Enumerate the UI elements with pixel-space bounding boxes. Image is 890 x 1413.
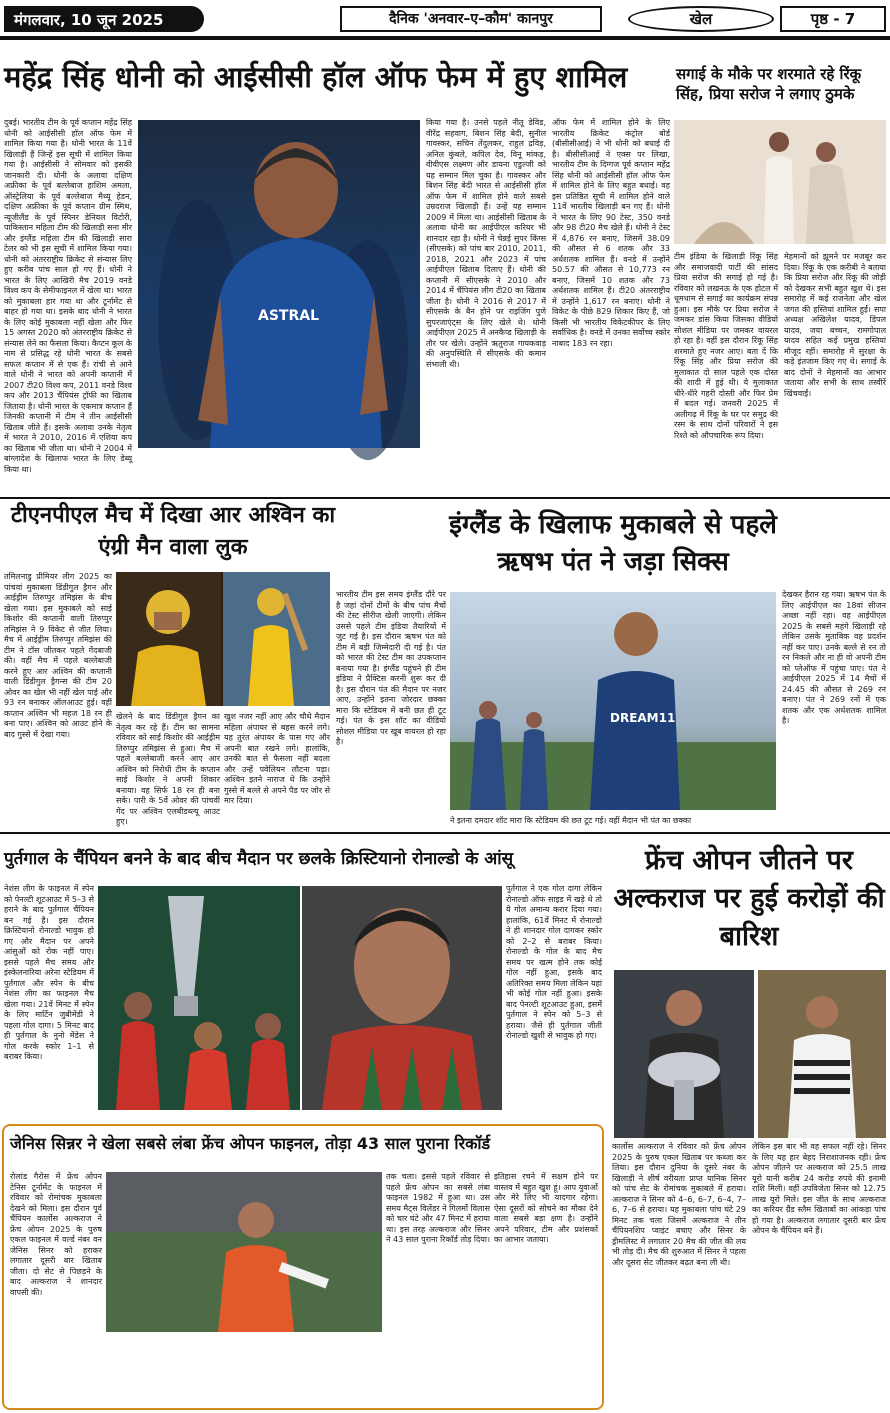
rinku-body-col2: मेहमानों को झूमने पर मजबूर कर दिया। रिंकू के एक करीबी ने बताया कि प्रिया सरोज और रिंकू की जोड़ी को देखकर सभी बहुत खुश थे। इस समारोह में कई राजनेता और खेल जगत की हस्तियां शामिल हुईं। सपा अध्यक्ष अखिलेश यादव, डिंपल यादव, जया बच्चन, रामगोपाल यादव सहित कई प्रमुख हस्तियां मौजूद रहीं। समारोह में सुरक्षा के कड़े इंतजाम किए गए थे। सगाई के बाद दोनों ने मेहमानों का आभार जताया और सभी के साथ तस्वीरें खिंचवाईं। — [784, 252, 886, 398]
alcaraz-celebration-photo — [758, 970, 886, 1138]
rinku-headline: सगाई के मौके पर शरमाते रहे रिंकू सिंह, प्रिया सरोज ने लगाए ठुमके — [676, 65, 862, 103]
svg-text:ASTRAL: ASTRAL — [258, 308, 320, 324]
pant-body-col2: देखकर हैरान रह गया। ऋषभ पंत के लिए आईपीएल का 18वां सीजन अच्छा नहीं रहा। वह आईपीएल 2025 के सबसे महंगे खिलाड़ी रहे लेकिन उसके मुताबिक वह प्रदर्शन नहीं कर पाए। उनके बल्ले से रन तो रन निकले और ना ही वो अपनी टीम को प्लेऑफ में पहुंचा पाए। पंत ने आईपीएल 2025 में 14 मैचों में 24.45 की औसत से 269 रन बनाए। पंत ने 269 रनों में एक शतक और एक अर्धशतक शामिल है। — [782, 590, 886, 725]
pant-body-col1: भारतीय टीम इस समय इंग्लैंड दौरे पर है जहां दोनों टीमों के बीच पांच मैचों की टेस्ट सीरीज खेली जाएगी। लेकिन उससे पहले टीम इंडिया तैयारियों में जुट गई है। इस दौरान ऋषभ पंत को टीम में बड़ी जिम्मेदारी दी गई है। पंत को भारत की टेस्ट टीम का उपकप्तान बनाया गया है। इंग्लैंड पहुंचने ही टीम इंडिया ने प्रैक्टिस करनी शुरू कर दी है। इस दौरान पंत की मैदान पर नजर आए, उन्होंने इतना जोरदार छक्का मारा कि स्टेडियम में बनी छत ही टूट गई। पंत के इस शॉट का वीडियो सोशल मीडिया पर खूब वायरल हो रहा है। — [336, 590, 446, 746]
section-divider — [0, 832, 890, 834]
dhoni-body-col3: किया गया है। उनसे पहले नीतू डेविड, वीरेंद्र सहवाग, बिशन सिंह बेदी, सुनील गावस्कर, सचिन तेंदुलकर, राहुल द्रविड़, अनिल कुंबले, कपिल देव, विनू मांकड़, वीवीएस लक्ष्मण और डायना एडुल्जी को यह सम्मान मिल चुका है। गावस्कर और बिशन सिंह बेदी भारत से आईसीसी हॉल ऑफ फेम में शामिल होने वाले सबसे उम्रदराज खिलाड़ी हैं। उन्हें यह सम्मान 2009 में मिला था। आईसीसी खिताब के अलावा धोनी का आईपीएल करियर भी शानदार रहा है। धोनी ने चेन्नई सुपर किंग्स (सीएसके) को पांच बार 2010, 2011, 2018, 2021 और 2023 में पांच आईपीएल खिताब दिलाए हैं। धोनी की कप्तानी में सीएसके ने 2010 और 2014 में चैंपियंस लीग टी20 का खिताब जीता है। धोनी ने 2016 से 2017 में सीएसके के बैन होने पर राइजिंग पुणे सुपरजाएंट्स के लिए खेले थे। धोनी आईपीएल 2025 में अनकैप्ड खिलाड़ी के तौर पर खेले। उन्होंने ऋतुराज गायकवाड़ की अनुपस्थिति में सीएसके की कमान संभाली थी। — [426, 118, 546, 369]
newspaper-masthead: दैनिक 'अनवार–ए–कौम' कानपुर — [340, 6, 602, 32]
dhoni-photo — [138, 120, 420, 448]
rinku-priya-photo — [674, 120, 886, 244]
sinner-headline: जेनिस सिन्नर ने खेला सबसे लंबा फ्रेंच ओपन फाइनल, तोड़ा 43 साल पुराना रिकॉर्ड — [10, 1134, 491, 1153]
pant-headline-line2: ऋषभ पंत ने जड़ा सिक्स — [497, 547, 729, 577]
ronaldo-headline: पुर्तगाल के चैंपियन बनने के बाद बीच मैदान पर छलके क्रिस्टियानो रोनाल्डो के आंसू — [4, 849, 514, 869]
ashwin-headline: टीएनपीएल मैच में दिखा आर अश्विन का एंग्री मैन वाला लुक — [10, 503, 336, 560]
ashwin-body-col2: खेलने के बाद डिंडीगुल ड्रैगन का नेतृत्व कर रहे हैं। टीम का सामना रविवार को साई किशोर की आईड्रीम तिरुप्पुर तमिझंस से हुआ। मैच में पहले बल्लेबाजी करने आए आर अश्विन को निरोधी टीम के कप्तान साई किशोर ने अपनी शिकार बनाया। वह सिर्फ 18 रन ही बना सके। पारी के 5वें ओवर की पांचवीं गेंद पर अश्विन एलबीडब्ल्यू आउट हुए। — [116, 712, 220, 826]
ashwin-body-col3: खुश नजर नहीं आए और चौथे मैदान महिला अंपायर से बहस करने लगे। यह तुरंत अंपायर के पास गए और अपनी बात रखने लगे। हालांकि, उनकी बात से फैसला नहीं बदला और उन्हें पवेलियन लौटना पड़ा। अश्विन इतने नाराज थे कि उन्होंने गुस्से में बल्ले से अपने पैड पर जोर से मार दिया। — [224, 712, 330, 805]
pant-photo — [450, 592, 776, 810]
dhoni-body-col4: ऑफ फेम में शामिल होने के लिए भारतीय क्रिकेट कंट्रोल बोर्ड (बीसीसीआई) ने भी धोनी को बधाई दी है। बीसीसीआई ने एक्स पर लिखा, भारतीय टीम के दिग्गज पूर्व कप्तान महेंद्र सिंह धोनी को आईसीसी हॉल ऑफ फेम में शामिल होने के लिए बहुत बधाई। वह इस प्रतिष्ठित सूची में शामिल होने वाले 11वें भारतीय खिलाड़ी बन गए हैं। धोनी ने भारत के लिए 90 टेस्ट, 350 वनडे और 98 टी20 मैच खेले हैं। धोनी ने टेस्ट में 4,876 रन बनाए, जिसमें 38.09 की औसत से 6 शतक और 33 अर्धशतक शामिल हैं। वनडे में उन्होंने 50.57 की औसत से 10,773 रन बनाए, जिसमें 10 शतक और 73 अर्धशतक शामिल हैं। टी20 अंतरराष्ट्रीय में उन्होंने 1,617 रन बनाए। धोनी ने विकेट के पीछे 829 शिकार किए हैं, जो किसी भी भारतीय विकेटकीपर के लिए सर्वाधिक है। वनडे में उनका सर्वोच्च स्कोर नाबाद 183 रन रहा। — [552, 118, 670, 348]
dhoni-headline: महेंद्र सिंह धोनी को आईसीसी हॉल ऑफ फेम में हुए शामिल — [4, 60, 628, 94]
alcaraz-trophy-photo — [614, 970, 754, 1138]
sinner-photo — [106, 1172, 382, 1332]
page-number: पृष्ठ - 7 — [780, 6, 886, 32]
ronaldo-face-photo — [302, 886, 502, 1110]
ashwin-photo — [116, 572, 330, 706]
page-header — [0, 0, 890, 40]
pant-photo-caption: ने इतना दमदार शॉट मारा कि स्टेडियम की छत टूट गई। वहीं मैदान भी पंत का छक्का — [450, 816, 692, 825]
alcaraz-body-col1: कार्लोस अल्कराज ने रविवार को फ्रेंच ओपन 2025 के पुरुष एकल खिताब पर कब्जा कर लिया। इस दौरान दुनिया के दूसरे नंबर के खिलाड़ी ने शीर्ष वरीयता प्राप्त यानिक सिनर को पांच सेट के रोमांचक मुकाबले में हराया। अल्कराज ने सिनर को 4–6, 6–7, 6–4, 7–6, 7–6 से हराया। यह मुकाबला पांच घंटे 29 मिनट तक चला जिसमें अल्कराज ने तीन चैंपियनशिप प्वाइंट बचाए और सिनर के ड्रीमलिस्ट में लगातार 20 मैच की जीत की लय भी तोड़ दी। मैच की शुरुआत में सिनर ने पहला और दूसरा सेट जीतकर बढ़त बना ली थी। — [612, 1142, 746, 1267]
svg-text:DREAM11: DREAM11 — [610, 711, 676, 725]
sinner-body-col1: रोलांड गैरोस में फ्रेंच ओपन टेनिस टूर्नामेंट के फाइनल में रविवार को रोमांचक मुकाबला देखने को मिला। इस दौरान पूर्व चैंपियन कार्लोस अल्कराज ने फ्रेंच ओपन 2025 के पुरुष एकल फाइनल में वर्ल्ड नंबर वन जेनिस सिनर को हराकर लगातार दूसरी बार खिताब जीता। दो सेट से पिछड़ने के बाद अल्कराज ने शानदार वापसी की। — [10, 1172, 102, 1297]
ronaldo-body-col1: नेशंस लीग के फाइनल में स्पेन को पेनल्टी शूटआउट में 5–3 से हराने के बाद पुर्तगाल चैंपियन बन गई है। इस दौरान क्रिस्टियानो रोनाल्डो भावुक हो गए और मैदान पर अपने आंसुओं को रोक नहीं पाए। इससे पहले मैच समय और इंस्केलनारिया अरेना स्टेडियम में पुर्तगाल और स्पेन के बीच नेशंस लीग का फाइनल मैच खेला गया। 21वें मिनट में स्पेन के लिए मार्टिन जुबीमेंडी ने पहला गोल दागा। 5 मिनट बाद ही पुर्तगाल के नुनो मेंडेस ने गोल करके स्कोर 1–1 से बराबर किया। — [4, 884, 94, 1061]
ronaldo-body-col2: पुर्तगाल ने एक गोल दागा लेकिन रोनाल्डो ऑफ साइड में खड़े थे तो ये गोल अमान्य करार दिया गया। हालांकि, 61वें मिनट में रोनाल्डो ने ही शानदार गोल दागकर स्कोर को 2–2 से बराबर किया। रोनाल्डो के गोल के बाद मैच समय पर खत्म होने तक कोई गोल नहीं हुआ, इसके बाद अतिरिक्त समय मिला लेकिन यहां भी कोई गोल नहीं हुआ। इसके बाद पेनल्टी शूटआउट हुआ, इसमें पुर्तगाल ने स्पेन को 5–3 से हराया। जैसे ही पुर्तगाल जीती रोनाल्डो खुशी से भावुक हो गए। — [506, 884, 602, 1040]
section-label: खेल — [628, 6, 774, 32]
issue-date: मंगलवार, 10 जून 2025 — [4, 6, 204, 32]
alcaraz-body-col2: लेकिन इस बार भी वह सफल नहीं रहे। सिनर के लिए यह हार बेहद निराशाजनक रही। फ्रेंच ओपन जीतने पर अल्कराज को 25.5 लाख यूरो यानी करीब 24 करोड़ रुपये की इनामी राशि मिली। वहीं उपविजेता सिनर को 12.75 लाख यूरो मिले। इस जीत के साथ अल्कराज का करियर ग्रैंड स्लैम खिताबों का आंकड़ा पांच हो गया है। अल्कराज लगातार दूसरी बार फ्रेंच ओपन के चैंपियन बने हैं। — [752, 1142, 886, 1235]
ashwin-body-col1: तमिलनाडु प्रीमियर लीग 2025 का पांचवां मुकाबला डिंडीगुल ड्रैगन और आईड्रीम तिरुप्पुर तमिझंस के बीच खेला गया। इस मुकाबले को साई किशोर की कप्तानी वाली तिरुप्पुर तमिझंस ने 9 विकेट से जीत लिया। मैच में आईड्रीम तिरुप्पुर तमिझंस की टीम ने टॉस जीतकर पहले गेंदबाजी की। वहीं मैच में पहले बल्लेबाजी करने हुए आर अश्विन की कप्तानी वाली डिंडीगुल ड्रैगन्स की टीम 20 ओवर का खेल भी नहीं खेल पाई और 93 रन बनाकर ऑलआउट हुई। वहीं कप्तान अश्विन भी महज 18 रन ही बना पाए। अश्विन को आउट होने के बाद गुस्से में देखा गया। — [4, 572, 112, 739]
ronaldo-trophy-photo — [98, 886, 300, 1110]
alcaraz-headline: फ्रेंच ओपन जीतने पर अल्कराज पर हुई करोड़ों की बारिश — [613, 845, 885, 952]
sinner-body-col4: इतिहास रचने में सक्षम होने पर वास्तव में बहुत खुश हूं। आप युवाओं और मेरे लिए भी यादगार रहेगा। ऐसा दूसरों को सोचने का मौका देने वाला सबसे बड़ा क्षण है। उन्होंने अपने परिवार, टीम और प्रशंसकों का आभार जताया। — [494, 1172, 598, 1244]
section-divider — [0, 497, 890, 499]
rinku-body-col1: टीम इंडिया के खिलाड़ी रिंकू सिंह और समाजवादी पार्टी की सांसद प्रिया सरोज की सगाई हो गई है। रविवार को लखनऊ के एक होटल में धूमधाम से सगाई का कार्यक्रम संपन्न हुआ। इस मौके पर प्रिया सरोज ने जमकर डांस किया जिसका वीडियो सोशल मीडिया पर जमकर वायरल हो रहा है। वहीं इस दौरान रिंकू सिंह शरमाते हुए नजर आए। बता दें कि रिंकू सिंह और प्रिया सरोज की मुलाकात दो साल पहले एक दोस्त की शादी में हुई थी। ये मुलाकात धीरे-धीरे गहरी दोस्ती और फिर प्रेम में बदल गई। जनवरी 2025 में अलीगढ़ में रिंकू के घर पर समुद्र की रस्म के साथ दोनों परिवारों ने इस रिश्ते को औपचारिक रूप दिया। — [674, 252, 778, 440]
sinner-body-col3: तक चला। इससे पहले रविवार से पहले फ्रेंच ओपन का सबसे लंबा फाइनल 1982 में हुआ था। उस समय मैट्स विलेंडर ने गिलर्मो विलास को चार घंटे और 47 मिनट में हराया था। इस तरह अल्कराज और सिनर ने 43 साल पुराना रिकॉर्ड तोड़ दिया। — [386, 1172, 490, 1244]
pant-headline-line1: इंग्लैंड के खिलाफ मुकाबले से पहले — [449, 510, 777, 540]
dhoni-body-col1: दुबई। भारतीय टीम के पूर्व कप्तान महेंद्र सिंह धोनी को आईसीसी हॉल ऑफ फेम में शामिल किया गया है। धोनी भारत के 11वें खिलाड़ी हैं जिन्हें इस सूची में शामिल किया गया है। आईसीसी ने सोमवार को इसकी जानकारी दी। धोनी के अलावा दक्षिण अफ्रीका के पूर्व बल्लेबाज हाशिम अमला, ऑस्ट्रेलिया के पूर्व बल्लेबाज मैथ्यू हेडन, दक्षिण अफ्रीका के पूर्व कप्तान ग्रीम स्मिथ, न्यूजीलैंड के पूर्व स्पिनर डेनियल विटोरी, पाकिस्तान महिला टीम की खिलाड़ी सना मीर और इंग्लैंड महिला टीम की खिलाड़ी सारा टेलर को भी इस सूची में शामिल किया गया। धोनी को अंतरराष्ट्रीय क्रिकेट से संन्यास लिए हुए करीब पांच साल हो गए हैं। धोनी ने भारत के लिए आखिरी मैच 2019 वनडे विश्व कप के सेमीफाइनल में खेला था। भारत को मुकाबला हार गया था और टूर्नामेंट से बाहर हो गया था। इसके बाद धोनी ने भारत के लिए कोई मुकाबला नहीं खेला और फिर 15 अगस्त 2020 को अंतरराष्ट्रीय क्रिकेट से संन्यास लेने का फैसला किया। कैप्टन कूल के नाम से प्रसिद्ध रहे धोनी भारत के सबसे सफल कप्तान में से एक हैं। रांची से आने वाले धोनी ने भारत को अपनी कप्तानी में 2007 टी20 विश्व कप, 2011 वनडे विश्व कप और 2013 चैंपियंस ट्रॉफी का खिताब जिताया है। धोनी भारत के एकमात्र कप्तान हैं जिनकी कप्तानी में टीम ने तीन आईसीसी खिताब जीते हैं। इसके अलावा उनके नेतृत्व में भारत ने 2010, 2016 में एशिया कप का खिताब भी जीता था। धोनी ने 2004 में बांग्लादेश के खिलाफ भारत के लिए डेब्यू किया था। — [4, 118, 132, 474]
